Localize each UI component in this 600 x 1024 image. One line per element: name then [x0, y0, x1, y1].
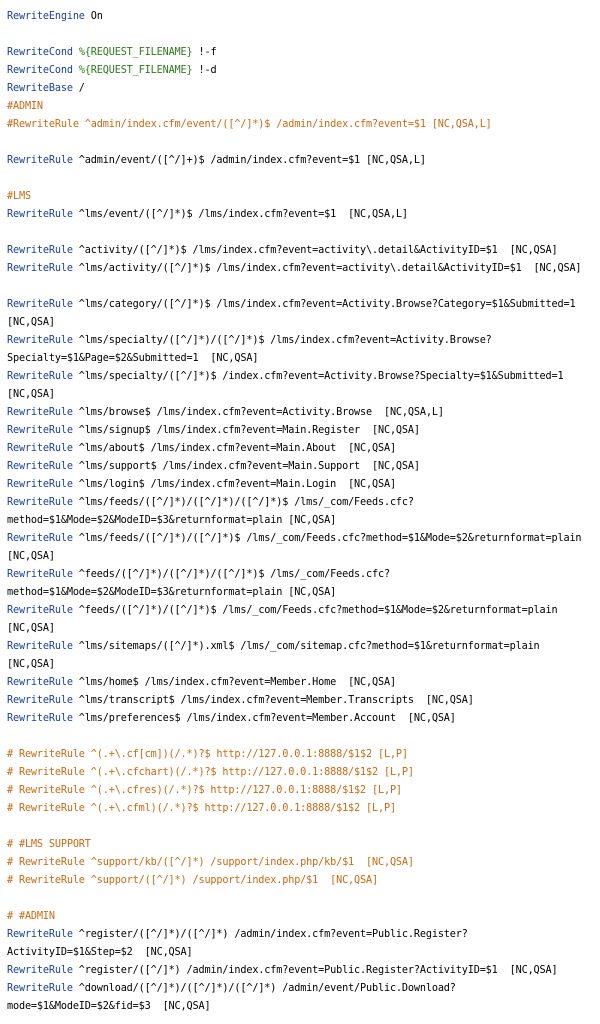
text-token: [NC,QSA] [7, 551, 55, 562]
directive-token: RewriteCond [7, 65, 73, 76]
code-line [7, 746, 600, 764]
code-line [7, 512, 600, 530]
variable-token: %{REQUEST_FILENAME} [78, 47, 193, 58]
code-line [7, 926, 600, 944]
comment-token: # RewriteRule ^(.+\.cfml)(/.*)?$ http://127.0.0.1:8888/$1$2 [L,P] [7, 803, 396, 814]
code-line [7, 962, 600, 980]
code-line [7, 440, 600, 458]
code-line [7, 188, 600, 206]
text-token: ^lms/category/([^/]*)$ /lms/index.cfm?event=Activity.Browse?Category=$1&Submitted=1 [72, 299, 576, 310]
code-line [7, 62, 600, 80]
code-line [7, 494, 600, 512]
blank-line [7, 728, 600, 746]
comment-token: # RewriteRule ^support/([^/]*) /support/index.php/$1 [NC,QSA] [7, 875, 378, 886]
text-token: ^lms/support$ /lms/index.cfm?event=Main.Support [NC,QSA] [72, 461, 420, 472]
directive-token: RewriteEngine [7, 11, 85, 22]
code-line [7, 998, 600, 1016]
directive-token: RewriteRule [7, 335, 73, 346]
code-line [7, 530, 600, 548]
directive-token: RewriteBase [7, 83, 73, 94]
text-token: ^feeds/([^/]*)/([^/]*)$ /lms/_com/Feeds.cfc?method=$1&Mode=$2&returnformat=plain [72, 605, 558, 616]
text-token: ^lms/event/([^/]*)$ /lms/index.cfm?event=$1 [NC,QSA,L] [72, 209, 408, 220]
code-line [7, 908, 600, 926]
code-line [7, 602, 600, 620]
directive-token: RewriteRule [7, 569, 73, 580]
text-token: ^lms/feeds/([^/]*)/([^/]*)/([^/]*)$ /lms/_com/Feeds.cfc? [72, 497, 414, 508]
text-token: ^activity/([^/]*)$ /lms/index.cfm?event=activity\.detail&ActivityID=$1 [NC,QSA] [72, 245, 558, 256]
text-token: ^lms/specialty/([^/]*)/([^/]*)$ /lms/index.cfm?event=Activity.Browse? [72, 335, 492, 346]
code-line [7, 638, 600, 656]
blank-line [7, 134, 600, 152]
code-line [7, 944, 600, 962]
code-line [7, 404, 600, 422]
text-token: ^lms/transcript$ /lms/index.cfm?event=Member.Transcripts [NC,QSA] [72, 695, 474, 706]
code-line [7, 764, 600, 782]
text-token: [NC,QSA] [7, 389, 55, 400]
text-token: ^lms/about$ /lms/index.cfm?event=Main.About [NC,QSA] [72, 443, 396, 454]
code-line [7, 332, 600, 350]
blank-line [7, 224, 600, 242]
code-line [7, 296, 600, 314]
text-token: !-f [192, 47, 217, 58]
text-token: method=$1&Mode=$2&ModeID=$3&returnformat=plain [NC,QSA] [7, 587, 337, 598]
comment-token: # RewriteRule ^(.+\.cf[cm])(/.*)?$ http://127.0.0.1:8888/$1$2 [L,P] [7, 749, 408, 760]
code-line [7, 584, 600, 602]
text-token: ^lms/signup$ /lms/index.cfm?event=Main.Register [NC,QSA] [72, 425, 420, 436]
text-token: ^download/([^/]*)/([^/]*)/([^/]*) /admin/event/Public.Download? [72, 983, 456, 994]
comment-token: #RewriteRule ^admin/index.cfm/event/([^/]*)$ /admin/index.cfm?event=$1 [NC,QSA,L] [7, 119, 492, 130]
comment-token: # RewriteRule ^(.+\.cfres)(/.*)?$ http://127.0.0.1:8888/$1$2 [L,P] [7, 785, 402, 796]
code-line [7, 368, 600, 386]
comment-token: #LMS [7, 191, 31, 202]
text-token: / [72, 83, 85, 94]
directive-token: RewriteRule [7, 425, 73, 436]
code-line [7, 152, 600, 170]
text-token: ^admin/event/([^/]+)$ /admin/index.cfm?event=$1 [NC,QSA,L] [72, 155, 426, 166]
directive-token: RewriteCond [7, 47, 73, 58]
variable-token: %{REQUEST_FILENAME} [78, 65, 193, 76]
text-token: Specialty=$1&Page=$2&Submitted=1 [NC,QSA] [7, 353, 259, 364]
code-line [7, 656, 600, 674]
comment-token: # RewriteRule ^(.+\.cfchart)(/.*)?$ http://127.0.0.1:8888/$1$2 [L,P] [7, 767, 414, 778]
code-line [7, 692, 600, 710]
blank-line [7, 26, 600, 44]
text-token: ^lms/browse$ /lms/index.cfm?event=Activity.Browse [NC,QSA,L] [72, 407, 444, 418]
directive-token: RewriteRule [7, 443, 73, 454]
text-token: mode=$1&ModeID=$2&fid=$3 [NC,QSA] [7, 1001, 211, 1012]
comment-token: # #ADMIN [7, 911, 55, 922]
code-line [7, 980, 600, 998]
directive-token: RewriteRule [7, 479, 73, 490]
code-line [7, 872, 600, 890]
text-token: ^register/([^/]*)/([^/]*) /admin/index.cfm?event=Public.Register? [72, 929, 468, 940]
directive-token: RewriteRule [7, 533, 73, 544]
code-line [7, 260, 600, 278]
directive-token: RewriteRule [7, 605, 73, 616]
blank-line [7, 890, 600, 908]
code-line [7, 8, 600, 26]
text-token: ActivityID=$1&Step=$2 [NC,QSA] [7, 947, 193, 958]
text-token: ^lms/login$ /lms/index.cfm?event=Main.Login [NC,QSA] [72, 479, 396, 490]
directive-token: RewriteRule [7, 461, 73, 472]
directive-token: RewriteRule [7, 965, 73, 976]
code-line [7, 854, 600, 872]
code-line [7, 710, 600, 728]
code-line [7, 674, 600, 692]
directive-token: RewriteRule [7, 299, 73, 310]
directive-token: RewriteRule [7, 407, 73, 418]
code-line [7, 566, 600, 584]
directive-token: RewriteRule [7, 929, 73, 940]
code-line [7, 350, 600, 368]
text-token: ^lms/activity/([^/]*)$ /lms/index.cfm?event=activity\.detail&ActivityID=$1 [NC,QSA] [72, 263, 582, 274]
blank-line [7, 170, 600, 188]
text-token: [NC,QSA] [7, 659, 55, 670]
directive-token: RewriteRule [7, 695, 73, 706]
text-token: method=$1&Mode=$2&ModeID=$3&returnformat=plain [NC,QSA] [7, 515, 337, 526]
text-token: ^lms/feeds/([^/]*)/([^/]*)$ /lms/_com/Feeds.cfc?method=$1&Mode=$2&returnformat=plain [72, 533, 582, 544]
code-line [7, 206, 600, 224]
text-token: ^lms/home$ /lms/index.cfm?event=Member.Home [NC,QSA] [72, 677, 396, 688]
directive-token: RewriteRule [7, 677, 73, 688]
code-line [7, 836, 600, 854]
code-line [7, 620, 600, 638]
directive-token: RewriteRule [7, 371, 73, 382]
text-token: [NC,QSA] [7, 623, 55, 634]
directive-token: RewriteRule [7, 155, 73, 166]
text-token: !-d [192, 65, 217, 76]
code-line [7, 314, 600, 332]
code-line [7, 242, 600, 260]
text-token: [NC,QSA] [7, 317, 55, 328]
directive-token: RewriteRule [7, 209, 73, 220]
directive-token: RewriteRule [7, 713, 73, 724]
code-line [7, 422, 600, 440]
code-line [7, 782, 600, 800]
code-line [7, 44, 600, 62]
directive-token: RewriteRule [7, 641, 73, 652]
directive-token: RewriteRule [7, 263, 73, 274]
text-token: ^register/([^/]*) /admin/index.cfm?event=Public.Register?ActivityID=$1 [NC,QSA] [72, 965, 558, 976]
blank-line [7, 278, 600, 296]
text-token: ^lms/specialty/([^/]*)$ /index.cfm?event=Activity.Browse?Specialty=$1&Submitted=1 [72, 371, 564, 382]
comment-token: # RewriteRule ^support/kb/([^/]*) /support/index.php/kb/$1 [NC,QSA] [7, 857, 414, 868]
comment-token: # #LMS SUPPORT [7, 839, 91, 850]
code-line [7, 548, 600, 566]
code-line [7, 80, 600, 98]
code-line [7, 98, 600, 116]
directive-token: RewriteRule [7, 983, 73, 994]
code-line [7, 800, 600, 818]
directive-token: RewriteRule [7, 245, 73, 256]
directive-token: RewriteRule [7, 497, 73, 508]
text-token: On [84, 11, 103, 22]
text-token: ^lms/sitemaps/([^/]*).xml$ /lms/_com/sitemap.cfc?method=$1&returnformat=plain [72, 641, 540, 652]
blank-line [7, 818, 600, 836]
text-token: ^lms/preferences$ /lms/index.cfm?event=Member.Account [NC,QSA] [72, 713, 456, 724]
code-line [7, 116, 600, 134]
code-line [7, 476, 600, 494]
text-token: ^feeds/([^/]*)/([^/]*)/([^/]*)$ /lms/_com/Feeds.cfc? [72, 569, 390, 580]
code-line [7, 386, 600, 404]
comment-token: #ADMIN [7, 101, 43, 112]
code-line [7, 458, 600, 476]
